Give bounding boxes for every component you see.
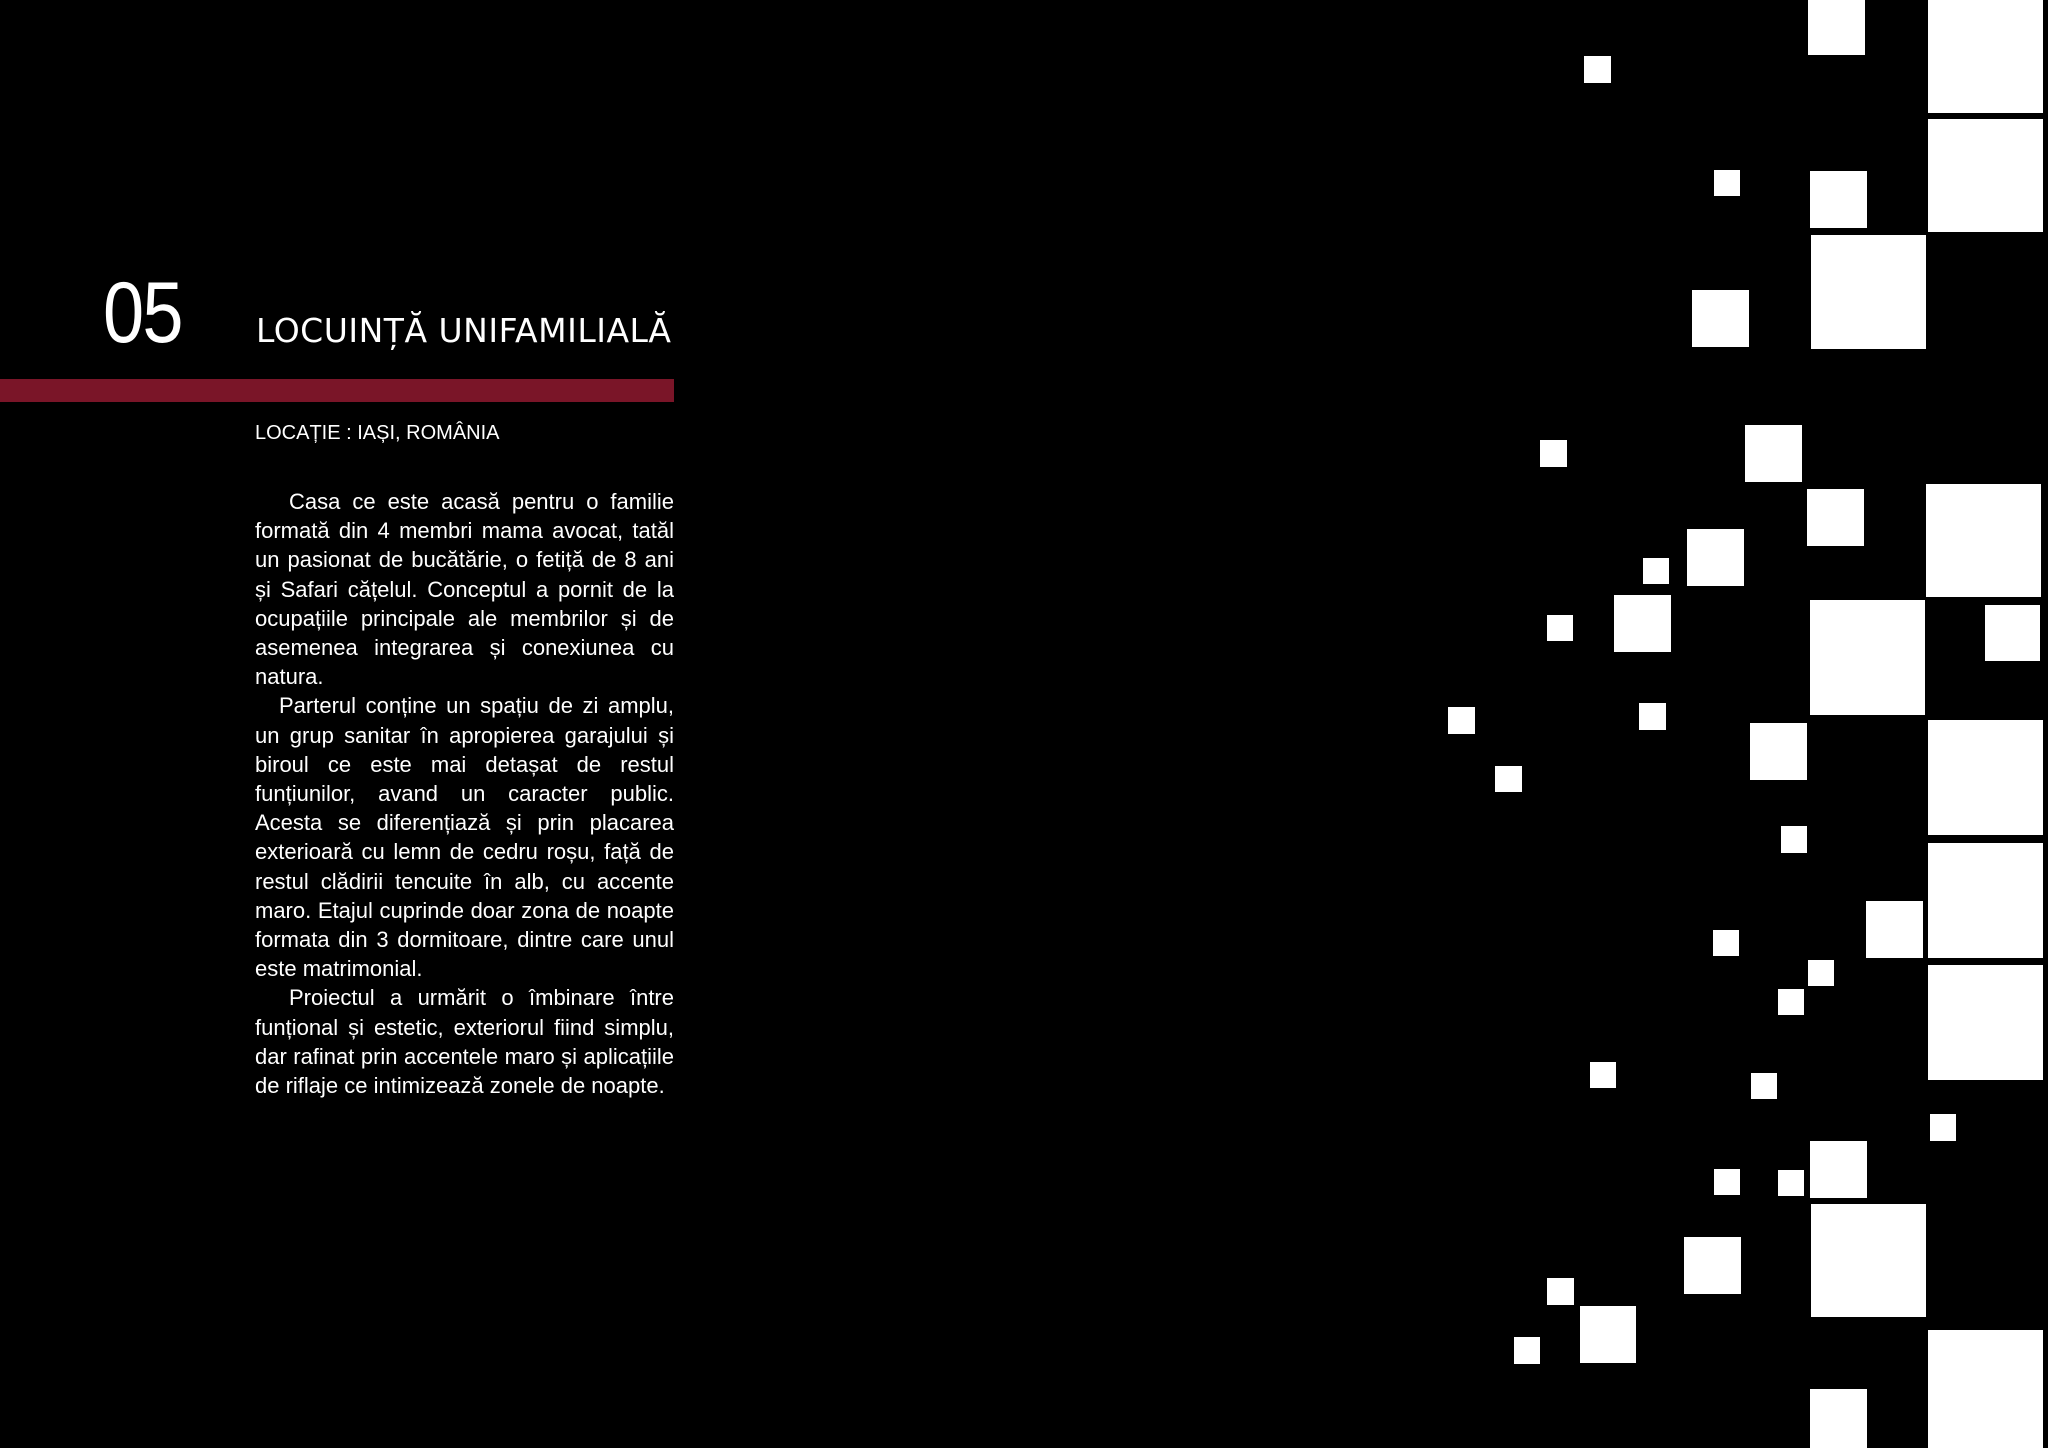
paragraph-2: Parterul conține un spațiu de zi amplu, un grup sanitar în apropierea garajului și biroul ce este mai detașat de restul funțiunilor, avand un caracter public. Acesta se diferențiază și prin placarea exterioară cu lemn de cedru roșu, față de restul clădirii tencuite în alb, cu accente maro. Etajul cuprinde doar zona de noapte formata din 3 dormitoare, dintre care unul este matrimonial. [255, 693, 674, 982]
square [1808, 0, 1865, 55]
square [1928, 720, 2043, 835]
square [1751, 1073, 1777, 1099]
square [1514, 1337, 1540, 1364]
square [1448, 707, 1475, 734]
square [1810, 1389, 1867, 1448]
square [1684, 1237, 1741, 1294]
square [1778, 989, 1804, 1015]
square [1811, 235, 1926, 349]
square [1810, 171, 1867, 228]
square [1643, 558, 1669, 584]
square [1584, 56, 1611, 83]
square [1930, 1114, 1956, 1141]
square [1926, 484, 2041, 597]
paragraph-3: Proiectul a urmărit o îmbinare între funțional și estetic, exteriorul fiind simplu, dar rafinat prin accentele maro și aplicațiile de riflaje ce intimizează zonele de noapte. [255, 985, 674, 1099]
square [1713, 930, 1739, 956]
location-label: LOCAȚIE : IAȘI, ROMÂNIA [255, 422, 500, 444]
square [1540, 440, 1567, 467]
square [1928, 1330, 2043, 1448]
square [1614, 595, 1671, 652]
square [1810, 600, 1925, 715]
square [1495, 766, 1522, 792]
section-title: LOCUINȚĂ UNIFAMILIALĂ [256, 311, 672, 350]
square [1866, 901, 1923, 958]
square [1547, 615, 1573, 641]
square [1590, 1062, 1616, 1088]
square [1750, 723, 1807, 780]
paragraph-1: Casa ce este acasă pentru o familie formată din 4 membri mama avocat, tatăl un pasionat de bucătărie, o fetiță de 8 ani și Safari cățelul. Conceptul a pornit de la ocupațiile principale ale membrilor și de asemenea integrarea și conexiunea cu natura. [255, 489, 674, 690]
square [1778, 1170, 1804, 1196]
square [1639, 703, 1666, 730]
square [1810, 1141, 1867, 1198]
square [1547, 1278, 1574, 1305]
square [1714, 170, 1740, 196]
square [1687, 529, 1744, 586]
square [1928, 0, 2043, 113]
square [1928, 965, 2043, 1080]
square [1808, 960, 1834, 986]
square [1745, 425, 1802, 482]
square [1781, 826, 1807, 853]
square [1928, 843, 2043, 958]
section-number: 05 [103, 265, 182, 361]
square [1928, 119, 2043, 232]
square [1811, 1204, 1926, 1317]
square [1714, 1169, 1740, 1195]
square [1580, 1306, 1636, 1363]
square [1985, 605, 2040, 661]
square [1692, 290, 1749, 347]
square [1807, 489, 1864, 546]
